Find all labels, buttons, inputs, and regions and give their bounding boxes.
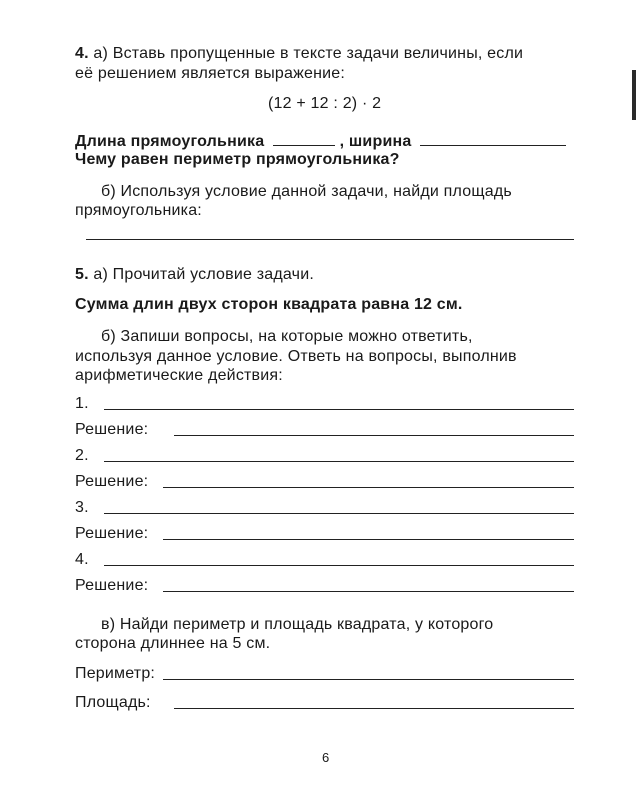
task4-part-b-line1: б) Используя условие данной задачи, найди площадь (101, 183, 512, 200)
task5-intro (75, 265, 314, 284)
task5-solution-label: Решение: (75, 577, 149, 594)
task5-question-line[interactable] (104, 409, 574, 410)
area-answer-line[interactable] (174, 708, 574, 709)
task5-part-b-line3: арифметические действия: (75, 367, 283, 384)
task4-expression: (12 + 12 : 2) · 2 (268, 95, 382, 112)
task5-question-number: 4. (75, 551, 89, 568)
area-label: Площадь: (75, 694, 151, 711)
task5-solution-label: Решение: (75, 525, 149, 542)
task4-problem-line (75, 131, 566, 151)
task4-part-a-marker: а) (93, 45, 109, 62)
task5-solution-line[interactable] (174, 435, 574, 436)
task5-solution-line[interactable] (163, 487, 574, 488)
task5-solution-label: Решение: (75, 473, 149, 490)
task4-part-b-line2: прямоугольника: (75, 202, 202, 219)
task4-width-blank[interactable] (420, 131, 566, 146)
task4-part-a-text-line1: Вставь пропущенные в тексте задачи величины, если (112, 45, 524, 62)
task4-problem-question: Чему равен периметр прямоугольника? (75, 151, 400, 168)
task5-condition: Сумма длин двух сторон квадрата равна 12 см. (75, 296, 463, 313)
task4-width-label: , ширина (339, 133, 412, 150)
task5-solution-label: Решение: (75, 421, 149, 438)
task5-part-c-line1: в) Найди периметр и площадь квадрата, у которого (101, 616, 494, 633)
task5-question-line[interactable] (104, 461, 574, 462)
task5-question-line[interactable] (104, 513, 574, 514)
task5-solution-line[interactable] (163, 591, 574, 592)
task4-answer-line[interactable] (86, 239, 574, 240)
task5-question-number: 3. (75, 499, 89, 516)
task4-intro-line1 (75, 44, 523, 63)
task5-question-number: 1. (75, 395, 89, 412)
page-number: 6 (322, 750, 330, 765)
task5-part-a-text: а) Прочитай условие задачи. (93, 266, 314, 283)
task5-question-line[interactable] (104, 565, 574, 566)
task5-part-b-line2: используя данное условие. Ответь на вопросы, выполнив (75, 348, 517, 365)
task5-part-c-line2: сторона длиннее на 5 см. (75, 635, 271, 652)
task5-number: 5. (75, 266, 89, 283)
task4-number: 4. (75, 45, 89, 62)
page-edge-mark (632, 70, 636, 120)
task4-length-blank[interactable] (273, 131, 335, 146)
task4-part-a-text-line2: её решением является выражение: (75, 65, 346, 82)
task4-length-label: Длина прямоугольника (75, 133, 265, 150)
task5-question-number: 2. (75, 447, 89, 464)
task5-part-b-line1: б) Запиши вопросы, на которые можно ответить, (101, 328, 473, 345)
perimeter-answer-line[interactable] (163, 679, 574, 680)
perimeter-label: Периметр: (75, 665, 156, 682)
task5-solution-line[interactable] (163, 539, 574, 540)
